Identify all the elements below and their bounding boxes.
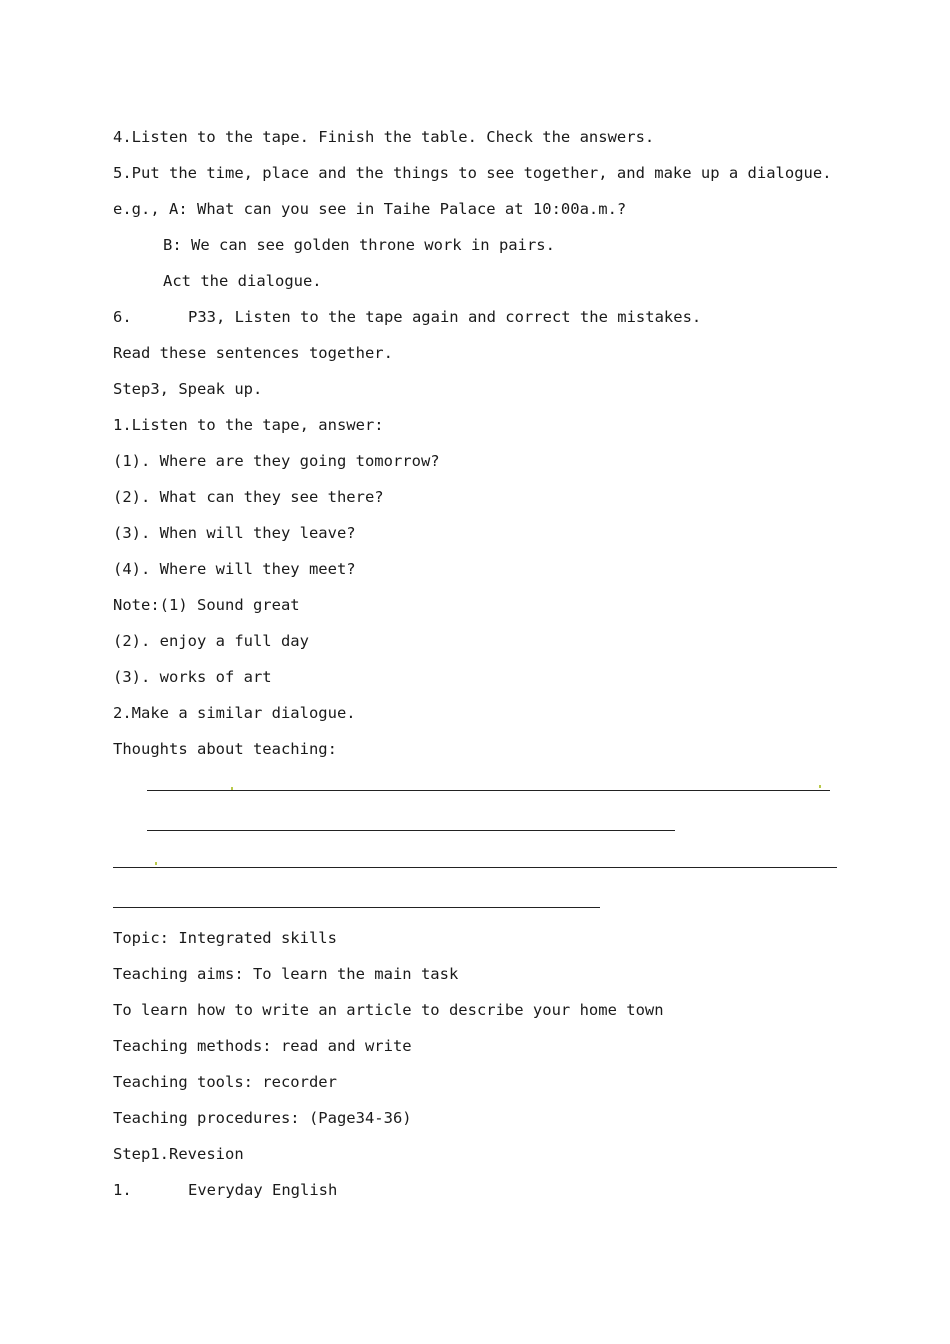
answer-line-4 bbox=[113, 907, 600, 908]
teaching-aims: Teaching aims: To learn the main task bbox=[113, 965, 459, 983]
listen-instruction: 1.Listen to the tape, answer: bbox=[113, 416, 384, 434]
instruction-5: 5.Put the time, place and the things to see together, and make up a dialogue. bbox=[113, 164, 832, 182]
step1-heading: Step1.Revesion bbox=[113, 1145, 244, 1163]
item-1-number: 1. bbox=[113, 1181, 132, 1199]
answer-line-1 bbox=[147, 790, 830, 791]
example-line-b: B: We can see golden throne work in pairs. bbox=[163, 236, 555, 254]
act-dialogue: Act the dialogue. bbox=[163, 272, 322, 290]
instruction-6-text: P33, Listen to the tape again and correct the mistakes. bbox=[188, 308, 702, 326]
step3-heading: Step3, Speak up. bbox=[113, 380, 263, 398]
read-sentences: Read these sentences together. bbox=[113, 344, 393, 362]
marker-dot bbox=[231, 787, 233, 790]
teaching-methods: Teaching methods: read and write bbox=[113, 1037, 412, 1055]
note-3: (3). works of art bbox=[113, 668, 272, 686]
topic-line: Topic: Integrated skills bbox=[113, 929, 337, 947]
note-1: Note:(1) Sound great bbox=[113, 596, 300, 614]
instruction-6-number: 6. bbox=[113, 308, 132, 326]
example-line-a: e.g., A: What can you see in Taihe Palace at 10:00a.m.? bbox=[113, 200, 627, 218]
answer-line-2 bbox=[147, 830, 675, 831]
question-3: (3). When will they leave? bbox=[113, 524, 356, 542]
teaching-procedures: Teaching procedures: (Page34-36) bbox=[113, 1109, 412, 1127]
teaching-aims-2: To learn how to write an article to describe your home town bbox=[113, 1001, 664, 1019]
answer-line-3 bbox=[113, 867, 837, 868]
question-4: (4). Where will they meet? bbox=[113, 560, 356, 578]
note-2: (2). enjoy a full day bbox=[113, 632, 309, 650]
item-1-text: Everyday English bbox=[188, 1181, 338, 1199]
question-1: (1). Where are they going tomorrow? bbox=[113, 452, 440, 470]
question-2: (2). What can they see there? bbox=[113, 488, 384, 506]
thoughts-heading: Thoughts about teaching: bbox=[113, 740, 337, 758]
marker-dot bbox=[819, 785, 821, 788]
teaching-tools: Teaching tools: recorder bbox=[113, 1073, 337, 1091]
marker-dot bbox=[155, 862, 157, 865]
instruction-4: 4.Listen to the tape. Finish the table. Check the answers. bbox=[113, 128, 655, 146]
make-dialogue: 2.Make a similar dialogue. bbox=[113, 704, 356, 722]
